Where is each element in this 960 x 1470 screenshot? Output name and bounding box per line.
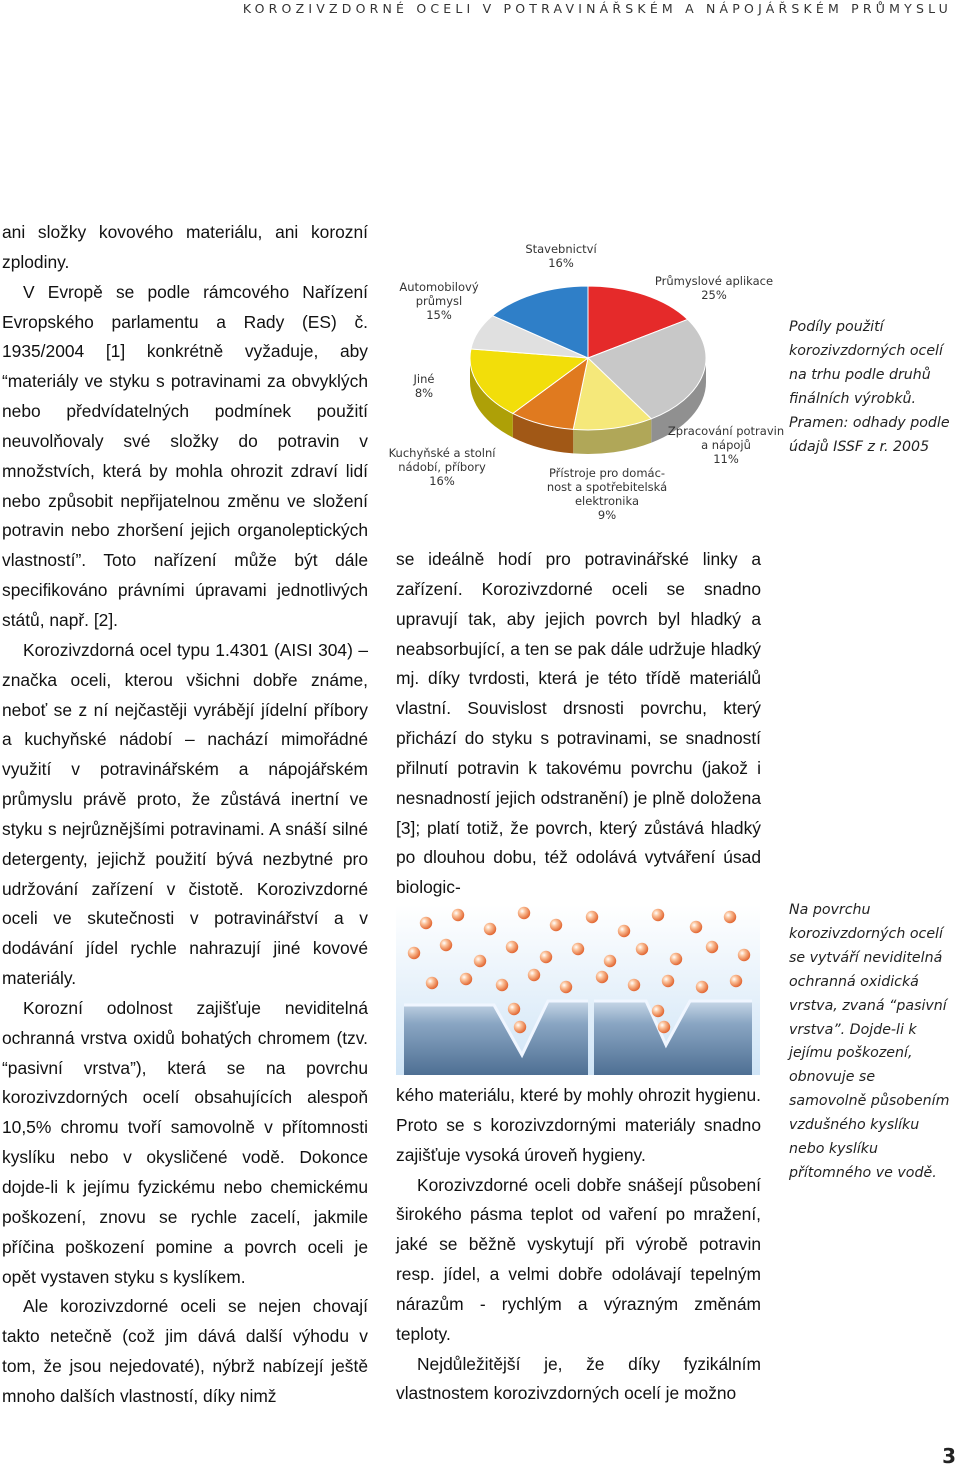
oxygen-atom — [508, 1003, 520, 1015]
pie-label-line: elektronika — [574, 494, 639, 508]
pie-label-line: Kuchyňské a stolní — [388, 446, 496, 460]
pie-label — [399, 280, 478, 322]
middle-column-bottom — [396, 1081, 761, 1409]
oxygen-atom — [572, 943, 584, 955]
oxygen-atom — [420, 917, 432, 929]
caption-text: Na povrchu korozivzdorných ocelí se vytváří neviditelná ochranná oxidická vrstva, zvaná “pasivní vrstva”. Dojde-li k jejímu poškození, obnovuje se samovolně působením vzdušného kyslíku nebo kyslíku přítomného ve vodě. — [789, 902, 950, 1181]
paragraph: Korozivzdorné oceli dobře snášejí působení širokého pásma teplot od vaření po mražení, jaké se běžně vyskytují při výrobě potravin resp. jídel, a velmi dobře odolávají tepelným nárazům - rychlým a výrazným změnám teploty. — [396, 1174, 761, 1344]
pie-label — [414, 372, 435, 400]
oxygen-atom — [618, 925, 630, 937]
pie-label-line: Přístroje pro domác- — [548, 466, 666, 480]
oxygen-atom — [652, 909, 664, 921]
oxygen-atom — [540, 951, 552, 963]
oxygen-atom — [738, 949, 750, 961]
oxygen-atom — [514, 1021, 526, 1033]
paragraph: Ale korozivzdorné oceli se nejen chovají takto netečně (což jim dává další výhodu v tom, že jsou nejedovaté), nýbrž nabízejí ještě mnoho dalších vlastností, díky nimž — [2, 1296, 368, 1406]
illustration-caption — [789, 899, 953, 1186]
oxygen-atom — [596, 971, 608, 983]
paragraph: ani složky kovového materiálu, ani korozní zplodiny. — [2, 222, 368, 272]
oxygen-atom — [560, 981, 572, 993]
steel-block-left — [404, 1001, 588, 1075]
oxygen-atom — [452, 909, 464, 921]
oxygen-atom — [496, 979, 508, 991]
oxygen-atom — [408, 947, 420, 959]
pie-label-line: 16% — [548, 256, 574, 270]
oxygen-atom — [440, 939, 452, 951]
oxygen-atom — [586, 911, 598, 923]
oxygen-atom — [724, 911, 736, 923]
running-header: KOROZIVZDORNÉ OCELI V POTRAVINÁŘSKÉM A NÁPOJÁŘSKÉM PRŮMYSLU — [242, 1, 952, 16]
passive-layer-graphic — [396, 905, 760, 1075]
pie-label-line: a nápojů — [701, 438, 751, 452]
oxygen-atom — [690, 921, 702, 933]
pie-label — [547, 466, 667, 522]
pie-label-line: Automobilový — [399, 280, 479, 294]
pie-label-line: Jiné — [413, 372, 435, 386]
caption-source: Pramen: odhady podle údajů ISSF z r. 2005 — [789, 414, 950, 455]
paragraph: V Evropě se podle rámcového Nařízení Evropského parlamentu a Rady (ES) č. 1935/2004 [1] konkrétně vyžaduje, aby “materiály ve styku s potravinami za obvyklých nebo předvídatelných podmínek použití neuvolňovaly své složky do potravin v množstvích, která by mohla ohrozit zdraví lidí nebo způsobit nepřijatelnou změnu ve složení potravin nebo zhoršení jejich organoleptických vlastností”. Toto nařízení může být dále specifikováno právními úpravami jednotlivých států, např. [2]. — [2, 281, 368, 630]
oxygen-atom — [662, 975, 674, 987]
pie-label-line: 25% — [701, 288, 727, 302]
pie-label-line: 15% — [426, 308, 452, 322]
paragraph: Korozní odolnost zajišťuje neviditelná ochranná vrstva oxidů bohatých chromem (tzv. “pasivní vrstva”), která se na povrchu korozivzdorných ocelí obsahujících alespoň 10,5% chromu tvoří samovolně v přítomnosti kyslíku nebo v okysličené vodě. Dokonce dojde-li k jejímu fyzickému nebo chemickému poškození, znovu se rychle zacelí, jakmile příčina poškození pomine a povrch oceli je opět vystaven styku s kyslíkem. — [2, 997, 368, 1287]
oxygen-atom — [506, 941, 518, 953]
pie-label-line: 9% — [597, 508, 617, 522]
pie-label — [668, 424, 784, 466]
oxygen-atom — [658, 1021, 670, 1033]
pie-label-line: průmysl — [415, 294, 463, 308]
oxygen-atom — [652, 1005, 664, 1017]
pie-label-line: Průmyslové aplikace — [654, 274, 774, 288]
pie-label — [525, 242, 596, 270]
oxygen-atom — [670, 953, 682, 965]
oxygen-atom — [706, 941, 718, 953]
passive-layer-illustration — [396, 905, 760, 1075]
oxygen-atom — [628, 979, 640, 991]
oxygen-atom — [426, 977, 438, 989]
oxygen-atom — [696, 981, 708, 993]
middle-column-top — [396, 545, 761, 903]
paragraph: Nejdůležitější je, že díky fyzikálním vlastnostem korozivzdorných ocelí je možno — [396, 1353, 761, 1404]
oxygen-atom — [460, 973, 472, 985]
oxygen-atom — [636, 943, 648, 955]
pie-label-line: 8% — [414, 386, 434, 400]
chart-caption — [789, 316, 951, 459]
pie-label-line: 16% — [429, 474, 455, 488]
oxygen-atom — [484, 923, 496, 935]
left-column — [2, 218, 368, 1412]
oxygen-atom — [518, 907, 530, 919]
pie-label — [389, 446, 496, 488]
pie-label-line: Stavebnictví — [525, 242, 597, 256]
pie-label-line: nádobí, příbory — [398, 460, 486, 474]
page-number: 3 — [942, 1444, 956, 1468]
oxygen-atom — [604, 955, 616, 967]
oxygen-atom — [474, 955, 486, 967]
pie-label-line: 11% — [713, 452, 739, 466]
caption-text: Podíly použití korozivzdorných ocelí na trhu podle druhů finálních výrobků. — [789, 319, 943, 407]
paragraph: kého materiálu, které by mohly ohrozit hygienu. Proto se s korozivzdornými materiály snadno zajišťuje vysoká úroveň hygieny. — [396, 1085, 761, 1165]
oxygen-atom — [550, 919, 562, 931]
pie-label-line: Zpracování potravin — [667, 424, 785, 438]
oxygen-atom — [528, 969, 540, 981]
pie-label — [655, 274, 773, 302]
pie-label-line: nost a spotřebitelská — [546, 480, 668, 494]
oxygen-atom — [730, 975, 742, 987]
paragraph: se ideálně hodí pro potravinářské linky a zařízení. Korozivzdorné oceli se snadno upravují tak, aby jejich povrch byl hladký a neabsorbující, a ten se pak dále udržuje hladký mj. díky tvrdosti, která je této třídě materiálů vlastní. Souvislost drsnosti povrchu, který přichází do styku s potravinami, se snadností přilnutí potravin k takovému povrchu (jakož i nesnadností jejich odstranění) je plně doložena [3]; platí totiž, že povrch, který zůstává hladký po dlouhou dobu, též odolává vytváření úsad biologic- — [396, 549, 761, 898]
pie-chart — [386, 236, 790, 536]
paragraph: Korozivzdorná ocel typu 1.4301 (AISI 304) – značka oceli, kterou všichni dobře známe, neboť se z ní nejčastěji vyrábějí jídelní příbory a kuchyňské nádobí – nachází mimořádné využití v potravinářském a nápojářském průmyslu právě proto, že zůstává inertní ve styku s nejrůznějšími potravinami. A snáší silné detergenty, jejichž použití bývá nezbytné pro udržování zařízení v čistotě. Korozivzdorné oceli ve skutečnosti v potravinářství a v dodávání jídel rychle nahrazují jiné kovové materiály. — [2, 639, 368, 989]
